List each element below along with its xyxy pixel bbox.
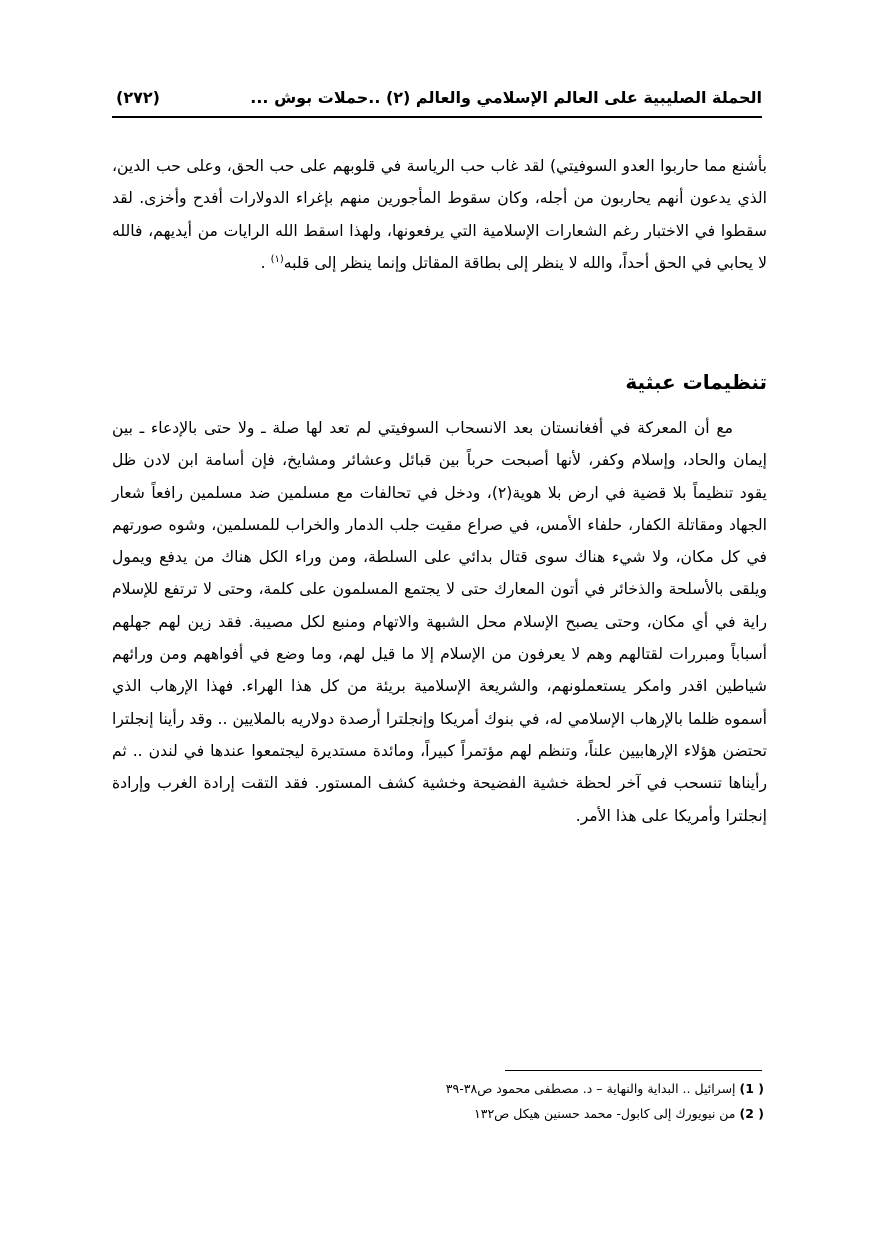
footnote-1-mark: ( 1) [739,1081,764,1096]
paragraph-1-ending: . [260,253,271,272]
footnote-separator [505,1070,762,1071]
footnotes [344,1076,764,1126]
footnote-1-text: إسرائيل .. البداية والنهاية – د. مصطفى محمود ص٣٨-٣٩ [445,1081,736,1096]
running-header [112,88,762,118]
page-number: (٢٧٢) [116,88,160,107]
paragraph-1-text: بأشنع مما حاربوا العدو السوفيتي) لقد غاب حب الرياسة في قلوبهم على حب الحق، وعلى حب الدين، الذي يدعون أنهم يحاربون من أجله، وكان سقوط المأجورين منهم بإغراء الدولارات أفدح وأخزى. لقد سقطوا في الاختبار رغم الشعارات الإسلامية التي يرفعونها، ولهذا اسقط الله الرايات من أيديهم، فالله لا يحابي في الحق أحداً، والله لا ينظر إلى بطاقة المقاتل وإنما ينظر إلى قلبه [112,157,767,272]
footnote-1 [344,1076,764,1101]
footnote-2-mark: ( 2) [739,1106,764,1121]
section-heading: تنظيمات عبثية [625,370,767,394]
footnote-reference-1: (١) [270,253,284,265]
body-text [112,150,767,825]
paragraph-2: مع أن المعركة في أفغانستان بعد الانسحاب السوفيتي لم تعد لها صلة ـ ولا حتى بالإدعاء ـ بين إيمان والحاد، وإسلام وكفر، لأنها أصبحت حرباً بين قبائل وعشائر ومشايخ، فإن أسامة ابن لادن ظل يقود تنظيماً بلا قضية في ارض بلا هوية(٢)، ودخل في تحالفات مع مسلمين ضد مسلمين رافعاً شعار الجهاد ومقاتلة الكفار، حلفاء الأمس، في صراع مقيت جلب الدمار والخراب للمسلمين، وشوه صورتهم في كل مكان، ولا شيء هناك سوى قتال بدائي على السلطة، ومن وراء الكل هناك من يدفع ويمول ويلقى بالأسلحة والذخائر في أتون المعارك حتى لا يجتمع المسلمون على كلمة، وحتى لا ترتفع للإسلام راية في أي مكان، وحتى يصبح الإسلام محل الشبهة والاتهام ومنبع لكل مصيبة. فقد زين لهم جهلهم أسباباً ومبررات لقتالهم وهم لا يعرفون من الإسلام إلا ما قيل لهم، وما وضع في أفواههم ومن ورائهم شياطين اقدر وامكر يستعملونهم، والشريعة الإسلامية بريئة من كل هذا الهراء. فهذا الإرهاب الذي أسموه ظلما بالإرهاب الإسلامي له، في بنوك أمريكا وإنجلترا أرصدة دولاريه بالملايين .. وقد رأينا إنجلترا تحتضن هؤلاء الإرهابيين علناً، وتنظم لهم مؤتمراً كبيراً، ومائدة مستديرة ليجتمعوا عندها في لندن .. ثم رأيناها تنسحب في آخر لحظة خشية الفضيحة وخشية كشف المستور. فقد التقت إرادة الغرب وإرادة إنجلترا وأمريكا على هذا الأمر. [112,419,767,825]
footnote-2 [344,1101,764,1126]
paragraph-1 [112,150,767,279]
running-title: الحملة الصليبية على العالم الإسلامي والعالم (٢) ..حملات بوش ... [250,88,762,107]
footnote-2-text: من نيويورك إلى كابول- محمد حسنين هيكل ص١٣٢ [474,1106,736,1121]
